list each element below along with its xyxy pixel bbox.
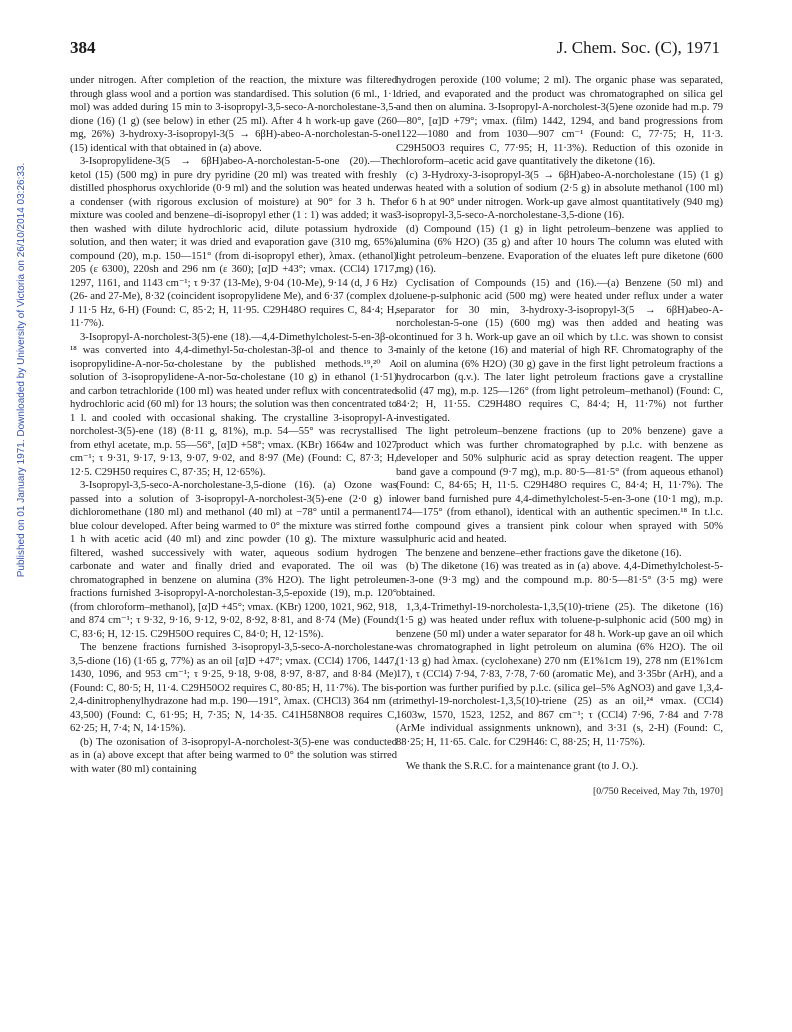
paragraph: 3-Isopropyl-3,5-seco-A-norcholestane-3,5-dione (16). (a) Ozone was passed into a solution of 3-isopropyl-A-norcholest-3(5)-ene (2·0 g) in dichloromethane (180 ml) and methanol (40 ml) at −78° until a permanent blue colour developed. After being warmed to 0° the mixture was stirred for 1 h with acetic acid (40 ml) and zinc powder (10 g). The mixture was filtered, washed successively with water, aqueous sodium hydrogen carbonate and water and finally dried and evaporated. The oil was chromatographed in benzene on alumina (3% H2O). The light petroleum fractions furnished 3-isopropyl-A-norcholestan-3,5-epoxide (19), m.p. 120° (from chloroform–methanol), [α]D +45°; νmax. (KBr) 1200, 1021, 962, 918, and 874 cm⁻¹; τ 9·32, 9·16, 9·12, 9·02, 8·92, 8·81, and 8·74 (Me) (Found: C, 83·6; H, 12·15. C29H50O requires C, 84·0; H, 12·15%).	[70, 480, 397, 640]
sidebar-download-stamp	[16, 50, 28, 690]
paragraph: 3-Isopropyl-A-norcholest-3(5)-ene (18).—4,4-Dimethylcholest-5-en-3β-ol ¹⁸ was converted into 4,4-dimethyl-5α-cholestan-3β-ol and thence to 3-isopropylidine-A-nor-5α-cholestane by the published methods.¹⁹,²⁰ A solution of 3-isopropylidene-A-nor-5α-cholestane (10 g) in ethanol (1·51) and carbon tetrachloride (100 ml) was heated under reflux with concentrated hydrochloric acid (60 ml) for 13 hours; the solution was then concentrated to 1 l. and cooled with occasional shaking. The crystalline 3-isopropyl-A-norcholest-3(5)-ene (18) (8·11 g, 81%), m.p. 54—55° was recrystallised from ethyl acetate, m.p. 55—56°, [α]D +58°; νmax. (KBr) 1664w and 1027 cm⁻¹; τ 9·31, 9·17, 9·13, 9·07, 9·02, and 8·97 (Me) (Found: C, 87·3; H, 12·5. C29H50 requires C, 87·35; H, 12·65%).	[70, 331, 397, 478]
paragraph: The light petroleum–benzene fractions (up to 20% benzene) gave a product which was further chromatographed by p.l.c. with benzene as developer and 50% sulphuric acid as spray detection reagent. The upper band gave a compound (9·7 mg), m.p. 80·5—81·5° (from aqueous ethanol) (Found: C, 84·65; H, 11·5. C29H48O requires C, 84·4; H, 11·7%). The lower band furnished pure 4,4-dimethylcholest-5-en-3-one (10·1 mg), m.p. 174—175° (from ethanol), identical with an authentic specimen.¹⁸ In t.l.c. the compound gives a transient pink colour when sprayed with 50% sulphuric acid and heated.	[396, 426, 723, 545]
page-number: 384	[70, 38, 96, 57]
paragraph: hydrogen peroxide (100 volume; 2 ml). The organic phase was separated, dried, and evaporated and the product was chromatographed on silica gel and then on alumina. 3-Isopropyl-A-norcholest-3(5)ene ozonide had m.p. 79—80°, [α]D +79°; νmax. (film) 1442, 1294, and band progressions from 1122—1080 and from 1030—907 cm⁻¹ (Found: C, 77·75; H, 11·3. C29H50O3 requires C, 77·95; H, 11·3%). Reduction of this ozonide in chloroform–acetic acid gave quantitatively the diketone (16).	[396, 75, 723, 167]
sidebar-stamp-text: Published on 01 January 1971. Downloaded by University of Victoria on 26/10/2014 03:26:33.	[16, 162, 27, 578]
left-column	[70, 74, 397, 776]
paragraph: (d) Compound (15) (1 g) in light petroleum–benzene was applied to alumina (6% H2O) (35 g) and after 10 hours The column was eluted with light petroleum–benzene. Evaporation of the eluates left pure diketone (600 mg) (16).	[396, 223, 723, 275]
paragraph: Cyclisation of Compounds (15) and (16).—(a) Benzene (50 ml) and toluene-p-sulphonic acid (500 mg) were heated under reflux under a water separator for 30 min, 3-hydroxy-3-isopropyl-3(5 → 6βH)abeo-A-norcholestan-5-one (15) (600 mg) was then added and heating was continued for 3 h. Work-up gave an oil which by t.l.c. was shown to consist mainly of the ketone (16) and material of high RF. Chromatography of the oil on alumina (6% H2O) (30 g) gave in the first light petroleum fractions a hydrocarbon (q.v.). The later light petroleum fractions gave a crystalline solid (47 mg), m.p. 125—126° (from light petroleum–methanol) (Found: C, 84·2; H, 11·55. C29H48O requires C, 84·4; H, 11·7%) not further investigated.	[396, 277, 723, 424]
paragraph: The benzene and benzene–ether fractions gave the diketone (16).	[406, 547, 682, 559]
acknowledgement: We thank the S.R.C. for a maintenance grant (to J. O.).	[406, 761, 639, 772]
paragraph: (b) The ozonisation of 3-isopropyl-A-norcholest-3(5)-ene was conducted as in (a) above except that after being warmed to 0° the solution was stirred with water (80 ml) containing	[70, 736, 397, 775]
paragraph: The benzene fractions furnished 3-isopropyl-3,5-seco-A-norcholestane-3,5-dione (16) (1·65 g, 77%) as an oil [α]D +47°; νmax. (CCl4) 1706, 1447, 1430, 1096, and 953 cm⁻¹; τ 9·25, 9·18, 9·08, 8·97, 8·87, and 8·84 (Me) (Found: C, 80·5; H, 11·4. C29H50O2 requires C, 80·85; H, 11·7%). The bis-2,4-dinitrophenylhydrazone had m.p. 190—191°, λmax. (CHCl3) 364 nm (ε 43,500) (Found: C, 61·95; H, 7·35; N, 14·35. C41H58N8O8 requires C, 62·25; H, 7·4; N, 14·15%).	[70, 642, 397, 734]
running-head: J. Chem. Soc. (C), 1971	[556, 38, 720, 57]
right-column	[396, 74, 723, 798]
received-note: [0/750 Received, May 7th, 1970]	[592, 785, 723, 797]
paragraph: 3-Isopropylidene-3(5 → 6βH)abeo-A-norcholestan-5-one (20).—The ketol (15) (500 mg) in pure dry pyridine (20 ml) was treated with freshly distilled phosphorus oxychloride (0·9 ml) and the solution was heated under a condenser (with rigorous exclusion of moisture) at 90° for 3 h. The mixture was cooled and benzene–di-isopropyl ether (1 : 1) was added; it was then washed with dilute hydrochloric acid, dilute potassium hydroxide solution, and then water; it was dried and evaporation gave (310 mg, 65%) compound (20), m.p. 150—151° (from di-isopropyl ether), λmax. (ethanol) 205 (ε 6300), 220sh and 296 nm (ε 360); [α]D +43°; νmax. (CCl4) 1717, 1297, 1161, and 1143 cm⁻¹; τ 9·37 (13-Me), 9·04 (10-Me), 9·14 (d, J 6 Hz) (26- and 27-Me), 8·32 (coincident isopropylidene Me), and 6·37 (complex d, J 11·5 Hz, 6-H) (Found: C, 85·2; H, 11·95. C29H48O requires C, 84·4; H, 11·7%).	[70, 156, 397, 329]
paragraph: under nitrogen. After completion of the reaction, the mixture was filtered through glass wool and a portion was standardised. This solution (6 ml., 1·1 mol) was added during 15 min to 3-isopropyl-3,5-seco-A-norcholestane-3,5-dione (16) (1 g) (see below) in ether (25 ml). After 4 h work-up gave (260 mg, 26%) 3-hydroxy-3-isopropyl-3(5 → 6βH)-abeo-A-norcholestan-5-one (15) identical with that obtained in (a) above.	[70, 75, 397, 154]
paragraph: 1,3,4-Trimethyl-19-norcholesta-1,3,5(10)-triene (25). The diketone (16) (1·5 g) was heated under reflux with toluene-p-sulphonic acid (500 mg) in benzene (50 ml) under a water separator for 48 h. Work-up gave an oil which was chromatographed in light petroleum on alumina (6% H2O). The oil (1·13 g) had λmax. (cyclohexane) 270 nm (E1%1cm 19), 278 nm (E1%1cm 17), τ (CCl4) 7·94, 7·83, 7·78, 7·60 (aromatic Me), and 3·35br (ArH), and a portion was further purified by p.l.c. (silica gel–5% AgNO3) and gave 1,3,4-trimethyl-19-norcholest-1,3,5(10)-triene (25) as an oil,²⁴ νmax. (CCl4) 1603w, 1570, 1523, 1252, and 867 cm⁻¹; τ (CCl4) 7·96, 7·84 and 7·78 (ArMe individual assignments unknown), and 3·31 (s, 2-H) (Found: C, 88·25; H, 11·65. Calc. for C29H46: C, 88·25; H, 11·75%).	[396, 601, 723, 748]
paragraph: (c) 3-Hydroxy-3-isopropyl-3(5 → 6βH)abeo-A-norcholestane (15) (1 g) was heated with a solution of sodium (2·5 g) in absolute methanol (100 ml) for 6 h at 90° under nitrogen. Work-up gave almost quantitatively (940 mg) 3-isopropyl-3,5-seco-A-norcholestane-3,5-dione (16).	[396, 169, 723, 221]
paragraph: (b) The diketone (16) was treated as in (a) above. 4,4-Dimethylcholest-5-en-3-one (9·3 mg) and the compound m.p. 80·5—81·5° (3·5 mg) were obtained.	[396, 561, 723, 599]
